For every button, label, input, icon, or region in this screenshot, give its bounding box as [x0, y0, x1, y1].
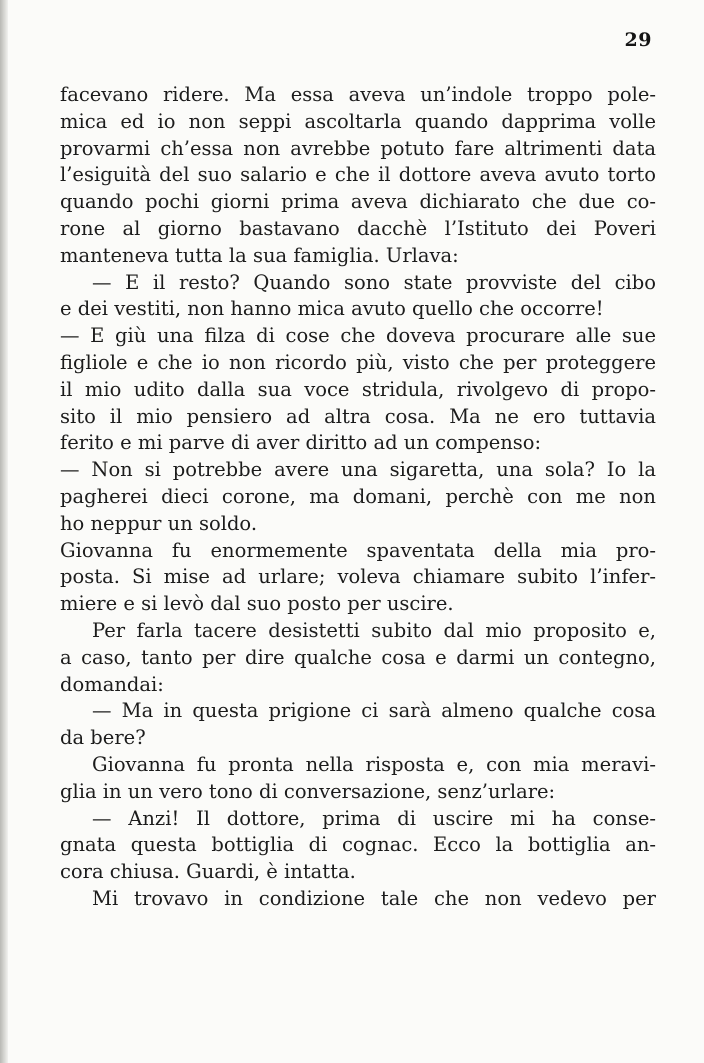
text-line: e dei vestiti, non hanno mica avuto quello che occorre!	[60, 297, 604, 321]
page-number: 29	[624, 29, 652, 51]
text-line: facevano ridere. Ma essa aveva un’indole troppo pole-	[60, 83, 656, 106]
text-line: — Ma in questa prigione ci sarà almeno qualche cosa	[92, 699, 656, 723]
text-line: rone al giorno bastavano dacchè l’Istituto dei Poveri	[60, 216, 656, 240]
text-line: — Anzi! Il dottore, prima di uscire mi ha conse-	[92, 806, 656, 830]
text-line: provarmi ch’essa non avrebbe potuto fare altrimenti data	[60, 136, 656, 160]
text-line: miere e si levò dal suo posto per uscire.	[60, 592, 454, 616]
text-line: — Non si potrebbe avere una sigaretta, una sola? Io la	[60, 458, 656, 482]
text-line: glia in un vero tono di conversazione, senz’urlare:	[60, 779, 556, 803]
text-line: Giovanna fu pronta nella risposta e, con mia meravi-	[92, 752, 656, 776]
text-line: ho neppur un soldo.	[60, 511, 258, 535]
text-line: sito il mio pensiero ad altra cosa. Ma ne ero tuttavia	[60, 404, 656, 428]
text-line: mica ed io non seppi ascoltarla quando dapprima volle	[60, 109, 656, 133]
body-text	[60, 82, 656, 913]
text-line: domandai:	[60, 672, 164, 696]
page-gutter-shadow	[0, 0, 8, 1063]
text-line: posta. Si mise ad urlare; voleva chiamare subito l’infer-	[60, 565, 656, 589]
text-line: da bere?	[60, 726, 146, 750]
text-line: Per farla tacere desistetti subito dal mio proposito e,	[92, 618, 656, 642]
text-line: manteneva tutta la sua famiglia. Urlava:	[60, 243, 459, 267]
text-line: a caso, tanto per dire qualche cosa e darmi un contegno,	[60, 645, 656, 669]
text-line: l’esiguità del suo salario e che il dottore aveva avuto torto	[60, 163, 656, 187]
text-line: quando pochi giorni prima aveva dichiarato che due co-	[60, 190, 656, 214]
text-line: figliole e che io non ricordo più, visto che per proteggere	[60, 350, 656, 374]
text-line: pagherei dieci corone, ma domani, perchè con me non	[60, 484, 656, 508]
text-line: — E giù una filza di cose che doveva procurare alle sue	[60, 324, 656, 348]
text-line: ferito e mi parve di aver diritto ad un compenso:	[60, 431, 542, 455]
text-line: Mi trovavo in condizione tale che non vedevo per	[92, 886, 656, 910]
text-line: Giovanna fu enormemente spaventata della mia pro-	[60, 538, 656, 562]
text-line: il mio udito dalla sua voce stridula, rivolgevo di propo-	[60, 377, 656, 401]
text-line: gnata questa bottiglia di cognac. Ecco la bottiglia an-	[60, 833, 656, 857]
text-line: cora chiusa. Guardi, è intatta.	[60, 860, 356, 884]
text-line: — E il resto? Quando sono state provviste del cibo	[92, 270, 656, 294]
